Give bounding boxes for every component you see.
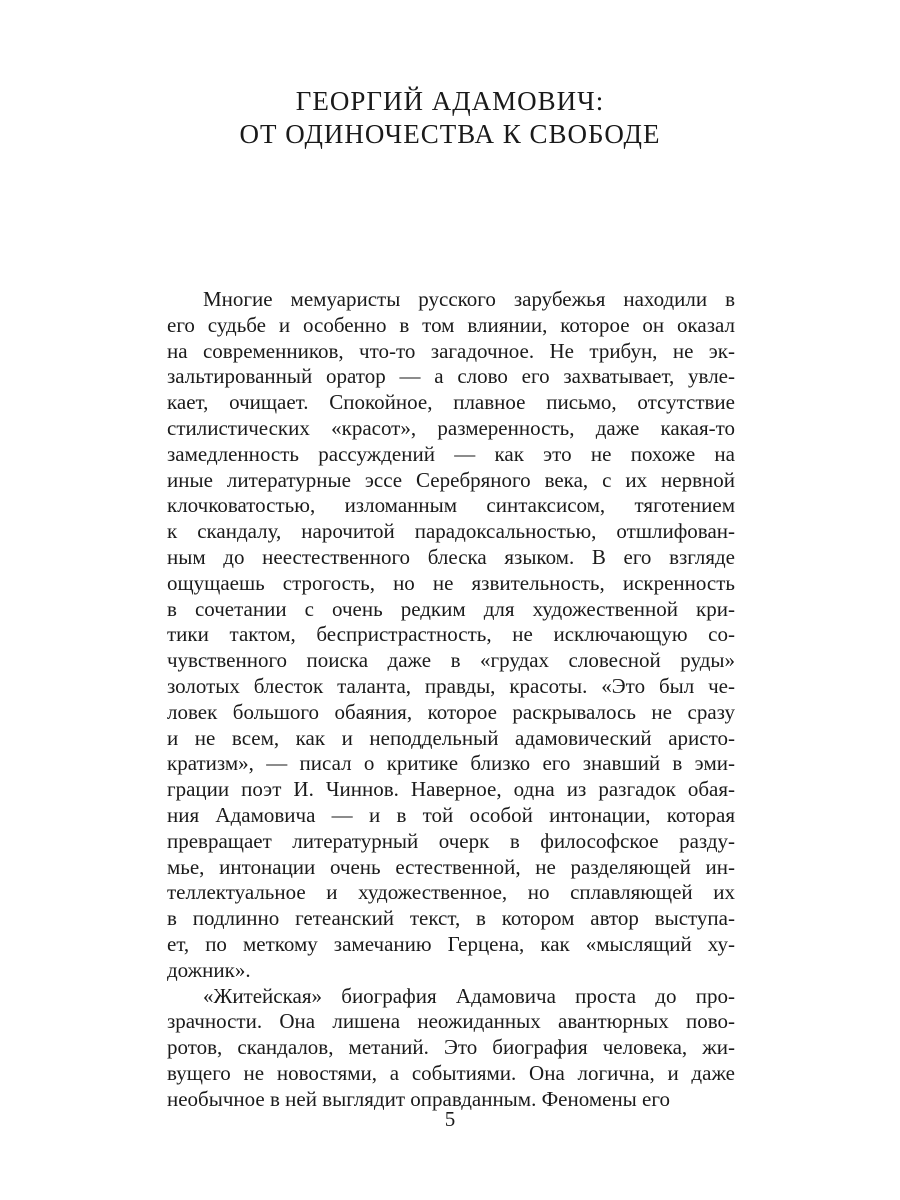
text-line: необычное в ней выглядит оправданным. Феномены его: [167, 1086, 670, 1111]
chapter-title-line-1: ГЕОРГИЙ АДАМОВИЧ:: [295, 86, 605, 116]
text-line: его судьбе и особенно в том влиянии, которое он оказал: [167, 312, 735, 337]
text-line: кратизм», — писал о критике близко его знавший в эми-: [167, 751, 735, 776]
text-line: ным до неестественного блеска языком. В его взгляде: [167, 544, 735, 569]
text-line: дожник».: [167, 957, 251, 982]
text-line: грации поэт И. Чиннов. Наверное, одна из разгадок обая-: [167, 777, 735, 802]
text-line: ет, по меткому замечанию Герцена, как «мыслящий ху-: [167, 931, 735, 956]
text-line: замедленность рассуждений — как это не похоже на: [167, 441, 735, 466]
text-line: Многие мемуаристы русского зарубежья находили в: [203, 287, 735, 311]
text-line: чувственного поиска даже в «грудах словесной руды»: [167, 648, 735, 673]
text-line: клочковатостью, изломанным синтаксисом, тяготением: [167, 493, 735, 518]
chapter-title-line-2: ОТ ОДИНОЧЕСТВА К СВОБОДЕ: [239, 119, 661, 149]
text-line: иные литературные эссе Серебряного века, с их нервной: [167, 467, 735, 492]
text-line: мье, интонации очень естественной, не разделяющей ин-: [167, 854, 735, 879]
text-line: ощущаешь строгость, но не язвительность, искренность: [167, 570, 735, 595]
text-line: на современников, что-то загадочное. Не трибун, не эк-: [167, 338, 735, 363]
body-text: [167, 287, 735, 1113]
text-line: к скандалу, нарочитой парадоксальностью, отшлифован-: [167, 519, 735, 544]
text-line: зальтированный оратор — а слово его захватывает, увле-: [167, 364, 735, 389]
text-line: и не всем, как и неподдельный адамовический аристо-: [167, 725, 735, 750]
text-line: тики тактом, беспристрастность, не исключающую со-: [167, 622, 735, 647]
paragraph: [167, 984, 735, 1113]
text-line: ловек большого обаяния, которое раскрывалось не сразу: [167, 699, 735, 724]
text-line: зрачности. Она лишена неожиданных авантюрных пово-: [167, 1009, 735, 1034]
text-line: золотых блесток таланта, правды, красоты. «Это был че-: [167, 673, 735, 698]
paragraph: [167, 287, 735, 984]
text-line: в сочетании с очень редким для художественной кри-: [167, 596, 735, 621]
text-line: ния Адамовича — и в той особой интонации, которая: [167, 802, 735, 827]
chapter-title: [0, 85, 900, 151]
text-line: теллектуальное и художественное, но сплавляющей их: [167, 880, 735, 905]
text-line: ротов, скандалов, метаний. Это биография человека, жи-: [167, 1035, 735, 1060]
text-line: стилистических «красот», размеренность, даже какая-то: [167, 415, 735, 440]
text-line: вущего не новостями, а событиями. Она логична, и даже: [167, 1060, 735, 1085]
text-line: в подлинно гетеанский текст, в котором автор выступа-: [167, 906, 735, 931]
text-line: кает, очищает. Спокойное, плавное письмо, отсутствие: [167, 390, 735, 415]
page-number: 5: [444, 1107, 456, 1131]
text-line: превращает литературный очерк в философское разду-: [167, 828, 735, 853]
text-line: «Житейская» биография Адамовича проста до про-: [203, 983, 735, 1008]
